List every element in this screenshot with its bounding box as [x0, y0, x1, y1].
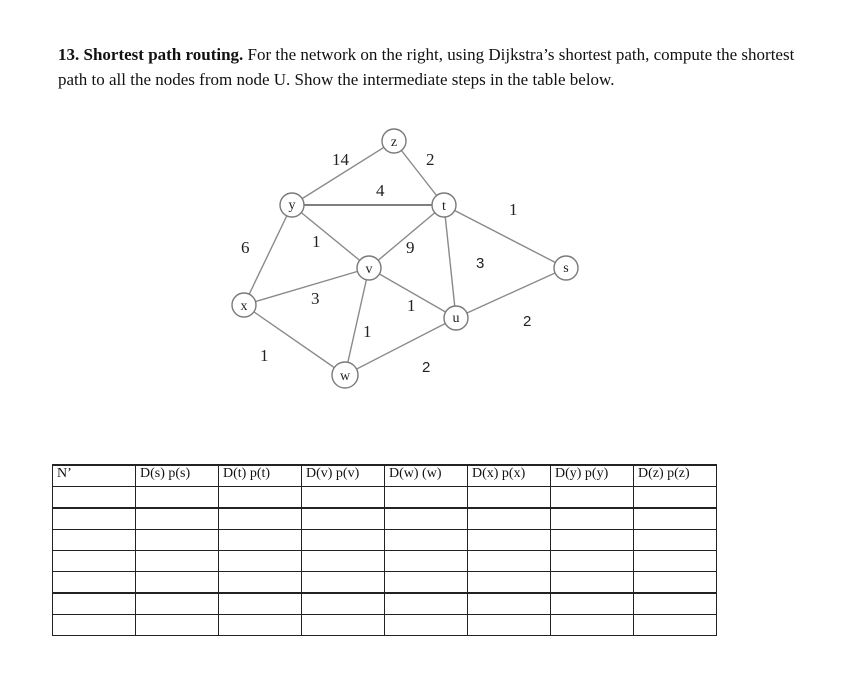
edge-w-u [345, 318, 456, 375]
table-cell[interactable] [136, 487, 219, 509]
table-cell[interactable] [302, 530, 385, 551]
table-cell[interactable] [634, 572, 717, 594]
header-dv-pv: D(v) p(v) [302, 465, 385, 487]
table-cell[interactable] [468, 572, 551, 594]
table-cell[interactable] [219, 508, 302, 530]
table-cell[interactable] [385, 593, 468, 615]
table-row [53, 593, 717, 615]
question-title: 13. Shortest path routing. [58, 45, 244, 64]
node-t-label: t [442, 199, 446, 214]
table-cell[interactable] [219, 487, 302, 509]
table-cell[interactable] [385, 530, 468, 551]
table-cell[interactable] [634, 487, 717, 509]
table-cell[interactable] [634, 530, 717, 551]
node-y [280, 193, 304, 217]
node-v [357, 256, 381, 280]
table-cell[interactable] [219, 615, 302, 636]
header-dw-w: D(w) (w) [385, 465, 468, 487]
table-cell[interactable] [551, 487, 634, 509]
table-cell[interactable] [136, 508, 219, 530]
table-cell[interactable] [468, 551, 551, 572]
table-cell[interactable] [302, 487, 385, 509]
weight-x-w: 1 [260, 346, 269, 365]
node-x-label: x [240, 299, 248, 314]
table-cell[interactable] [385, 508, 468, 530]
table-row [53, 572, 717, 594]
edge-y-x [244, 205, 292, 305]
edge-x-v [244, 268, 369, 305]
node-z-label: z [390, 135, 398, 150]
table-cell[interactable] [53, 572, 136, 594]
weight-y-v: 1 [312, 232, 321, 251]
table-cell[interactable] [634, 551, 717, 572]
weight-z-t: 2 [426, 150, 435, 169]
table-cell[interactable] [136, 593, 219, 615]
table-cell[interactable] [468, 615, 551, 636]
header-dx-px: D(x) p(x) [468, 465, 551, 487]
table-row [53, 615, 717, 636]
table-cell[interactable] [53, 615, 136, 636]
header-ds-ps: D(s) p(s) [136, 465, 219, 487]
table-cell[interactable] [53, 551, 136, 572]
table-row [53, 530, 717, 551]
weight-v-w: 1 [363, 322, 372, 341]
table-cell[interactable] [385, 615, 468, 636]
table-cell[interactable] [219, 551, 302, 572]
table-cell[interactable] [53, 487, 136, 509]
node-w [332, 362, 358, 388]
edge-s-u [456, 268, 566, 318]
table-cell[interactable] [385, 551, 468, 572]
table-cell[interactable] [551, 530, 634, 551]
node-x [232, 293, 256, 317]
node-u-label: u [452, 311, 460, 326]
table-cell[interactable] [302, 593, 385, 615]
table-cell[interactable] [302, 508, 385, 530]
edge-t-u [444, 205, 456, 318]
question-body: For the network on the right, using Dijkstra’s shortest path, compute the shortest path to all the nodes from node U. Show the intermediate steps in the table below. [58, 45, 795, 89]
weight-t-u: 3 [476, 255, 485, 272]
weight-w-u: 2 [422, 359, 431, 376]
node-s [554, 256, 578, 280]
table-cell[interactable] [53, 508, 136, 530]
weight-v-t: 9 [406, 238, 415, 257]
header-dz-pz: D(z) p(z) [634, 465, 717, 487]
weight-t-s: 1 [509, 200, 518, 219]
weight-x-v: 3 [311, 289, 320, 308]
weight-y-t: 4 [376, 181, 385, 200]
table-cell[interactable] [302, 551, 385, 572]
table-row [53, 508, 717, 530]
table-row [53, 551, 717, 572]
table-cell[interactable] [634, 593, 717, 615]
header-dy-py: D(y) p(y) [551, 465, 634, 487]
header-dt-pt: D(t) p(t) [219, 465, 302, 487]
node-t [432, 193, 456, 217]
table-cell[interactable] [136, 572, 219, 594]
node-u [444, 306, 468, 330]
table-cell[interactable] [136, 615, 219, 636]
table-cell[interactable] [551, 593, 634, 615]
table-cell[interactable] [302, 572, 385, 594]
node-v-label: v [365, 262, 373, 277]
weight-y-x: 6 [241, 238, 250, 257]
table-cell[interactable] [634, 615, 717, 636]
node-w-label: w [339, 369, 351, 384]
table-cell[interactable] [302, 615, 385, 636]
node-s-label: s [563, 261, 569, 276]
table-cell[interactable] [551, 572, 634, 594]
table-cell[interactable] [468, 530, 551, 551]
weight-y-z: 14 [332, 150, 349, 169]
table-cell[interactable] [551, 551, 634, 572]
edge-y-v [292, 205, 369, 268]
weight-v-u: 1 [407, 296, 416, 315]
table-cell[interactable] [468, 593, 551, 615]
header-n-prime: N’ [53, 465, 136, 487]
table-cell[interactable] [136, 530, 219, 551]
table-cell[interactable] [53, 593, 136, 615]
table-cell[interactable] [219, 572, 302, 594]
table-cell[interactable] [385, 572, 468, 594]
node-y-label: y [288, 198, 296, 213]
edge-v-t [369, 205, 444, 268]
table-header-row [53, 465, 717, 487]
weight-s-u: 2 [523, 313, 532, 330]
dijkstra-table [52, 464, 717, 636]
table-row [53, 487, 717, 509]
table-cell[interactable] [219, 593, 302, 615]
table-cell[interactable] [385, 487, 468, 509]
table-cell[interactable] [634, 508, 717, 530]
table-cell[interactable] [53, 530, 136, 551]
table-cell[interactable] [468, 508, 551, 530]
table-cell[interactable] [219, 530, 302, 551]
table-cell[interactable] [551, 615, 634, 636]
node-z [382, 129, 406, 153]
table-cell[interactable] [551, 508, 634, 530]
edge-t-s [444, 205, 566, 268]
table-cell[interactable] [468, 487, 551, 509]
table-cell[interactable] [136, 551, 219, 572]
